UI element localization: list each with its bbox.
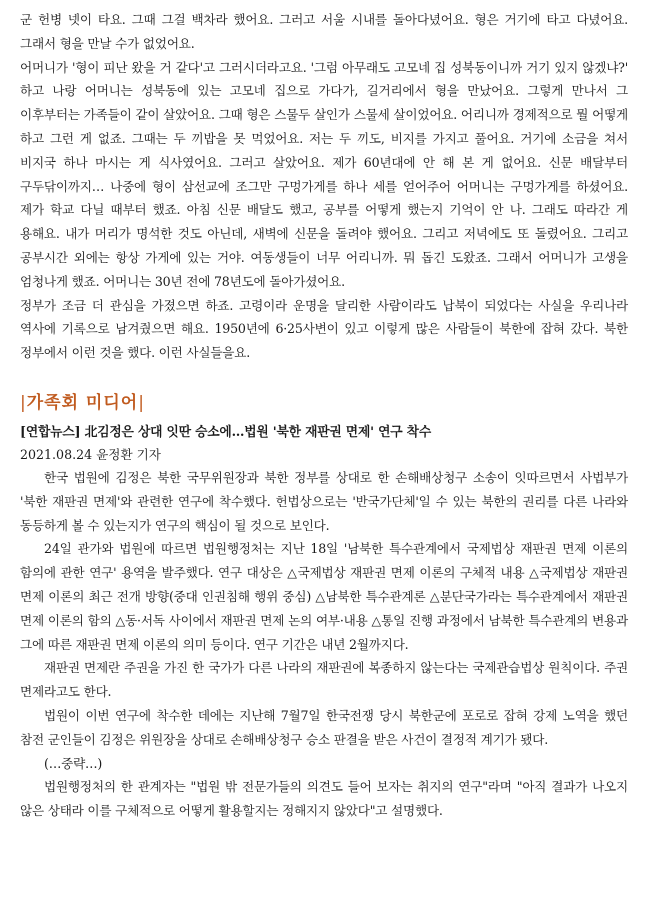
interview-paragraph: 정부가 조금 더 관심을 가졌으면 하죠. 고령이라 운명을 달리한 사람이라도 납북이 되었다는 사실을 우리나라 역사에 기록으로 남겨줬으면 해요. 1950년에 6·25사변이 있고 이렇게 많은 사람들이 북한에 잡혀 갔다. 북한 정부에서 이런 것을 했다. 이런 사실들을요.	[20, 297, 628, 361]
section-bar-right: |	[138, 392, 145, 413]
article-paragraph: 재판권 면제란 주권을 가진 한 국가가 다른 나라의 재판권에 복종하지 않는다는 국제관습법상 원칙이다. 주권 면제라고도 한다.	[20, 660, 628, 700]
interview-paragraph: 군 헌병 넷이 타요. 그때 그걸 백차라 했어요. 그러고 서울 시내를 돌아다녔어요. 형은 거기에 타고 다녔어요. 그래서 형을 만날 수가 없었어요.	[20, 12, 628, 51]
article-paragraph: 법원행정처의 한 관계자는 "법원 밖 전문가들의 의견도 들어 보자는 취지의 연구"라며 "아직 결과가 나오지 않은 상태라 이를 구체적으로 어떻게 활용할지는 정해지지 않았다"고 설명했다.	[20, 779, 628, 819]
article-headline: [연합뉴스] 北김정은 상대 잇딴 승소에…법원 '북한 재판권 면제' 연구 착수	[20, 424, 432, 440]
news-article	[20, 421, 628, 823]
section-title: 가족회 미디어	[26, 392, 139, 413]
article-paragraph: 한국 법원에 김정은 북한 국무위원장과 북한 정부를 상대로 한 손해배상청구 소송이 잇따르면서 사법부가 '북한 재판권 면제'와 관련한 연구에 착수했다. 헌법상으로는 '반국가단체'일 수 있는 북한의 권리를 다른 나라와 동등하게 볼 수 있는지가 연구의 핵심이 될 것으로 보인다.	[20, 469, 628, 533]
interview-paragraph: 어머니가 '형이 피난 왔을 거 같다'고 그러시더라고요. '그럼 아무래도 고모네 집 성북동이니까 거기 있지 않겠냐?' 하고 나랑 어머니는 성북동에 있는 고모네 집으로 가다가, 길거리에서 형을 만났어요. 그렇게 만나서 그 이후부터는 가족들이 같이 살았어요. 그때 형은 스물두 살인가 스물세 살이었어요. 어리니까 경제적으로 뭘 어떻게 하고 그런 게 없죠. 그때는 두 끼밥을 못 먹었어요. 저는 두 끼도, 비지를 가지고 풀어요. 거기에 소금을 쳐서 비지국 하나 마시는 게 식사였어요. 그러고 살았어요. 제가 60년대에 안 해 본 게 없어요. 신문 배달부터 구두닦이까지… 나중에 형이 삼선교에 조그만 구멍가게를 하나 세를 얻어주어 어머니는 구멍가게를 하셨어요. 제가 학교 다닐 때부터 했죠. 아침 신문 배달도 했고, 공부를 어떻게 했는지 기억이 안 나. 그래도 따라간 게 용해요. 내가 머리가 명석한 것도 아닌데, 새벽에 신문을 돌려야 했어요. 그리고 저녁에도 또 돌렸어요. 그리고 공부시간 외에는 항상 가게에 있는 거야. 여동생들이 너무 어리니까. 뭐 돕긴 도왔죠. 그래서 어머니가 고생을 엄청나게 했죠. 어머니는 30년 전에 78년도에 돌아가셨어요.	[20, 59, 628, 289]
article-byline: 2021.08.24 윤정환 기자	[20, 446, 161, 462]
article-paragraph: 24일 관가와 법원에 따르면 법원행정처는 지난 18일 '남북한 특수관계에서 국제법상 재판권 면제 이론의 함의에 관한 연구' 용역을 발주했다. 연구 대상은 △국제법상 재판권 면제 이론의 구체적 내용 △국제법상 재판권 면제 이론의 최근 전개 방향(중대 인권침해 행위 중심) △남북한 특수관계론 △분단국가라는 특수관계에서 재판권 면제 이론의 함의 △동·서독 사이에서 재판권 면제 논의 여부·내용 △통일 진행 과정에서 남북한 특수관계의 변용과 그에 따른 재판권 면제 이론의 의미 등이다. 연구 기간은 내년 2월까지다.	[20, 541, 628, 652]
section-bar-left: |	[20, 392, 27, 413]
article-paragraph: 법원이 이번 연구에 착수한 데에는 지난해 7월7일 한국전쟁 당시 북한군에 포로로 잡혀 강제 노역을 했던 참전 군인들이 김정은 위원장을 상대로 손해배상청구 승소 판결을 받은 사건이 결정적 계기가 됐다.	[20, 707, 628, 747]
interview-section	[20, 8, 628, 365]
article-ellipsis: (…중략…)	[44, 755, 103, 771]
section-heading	[20, 391, 628, 415]
